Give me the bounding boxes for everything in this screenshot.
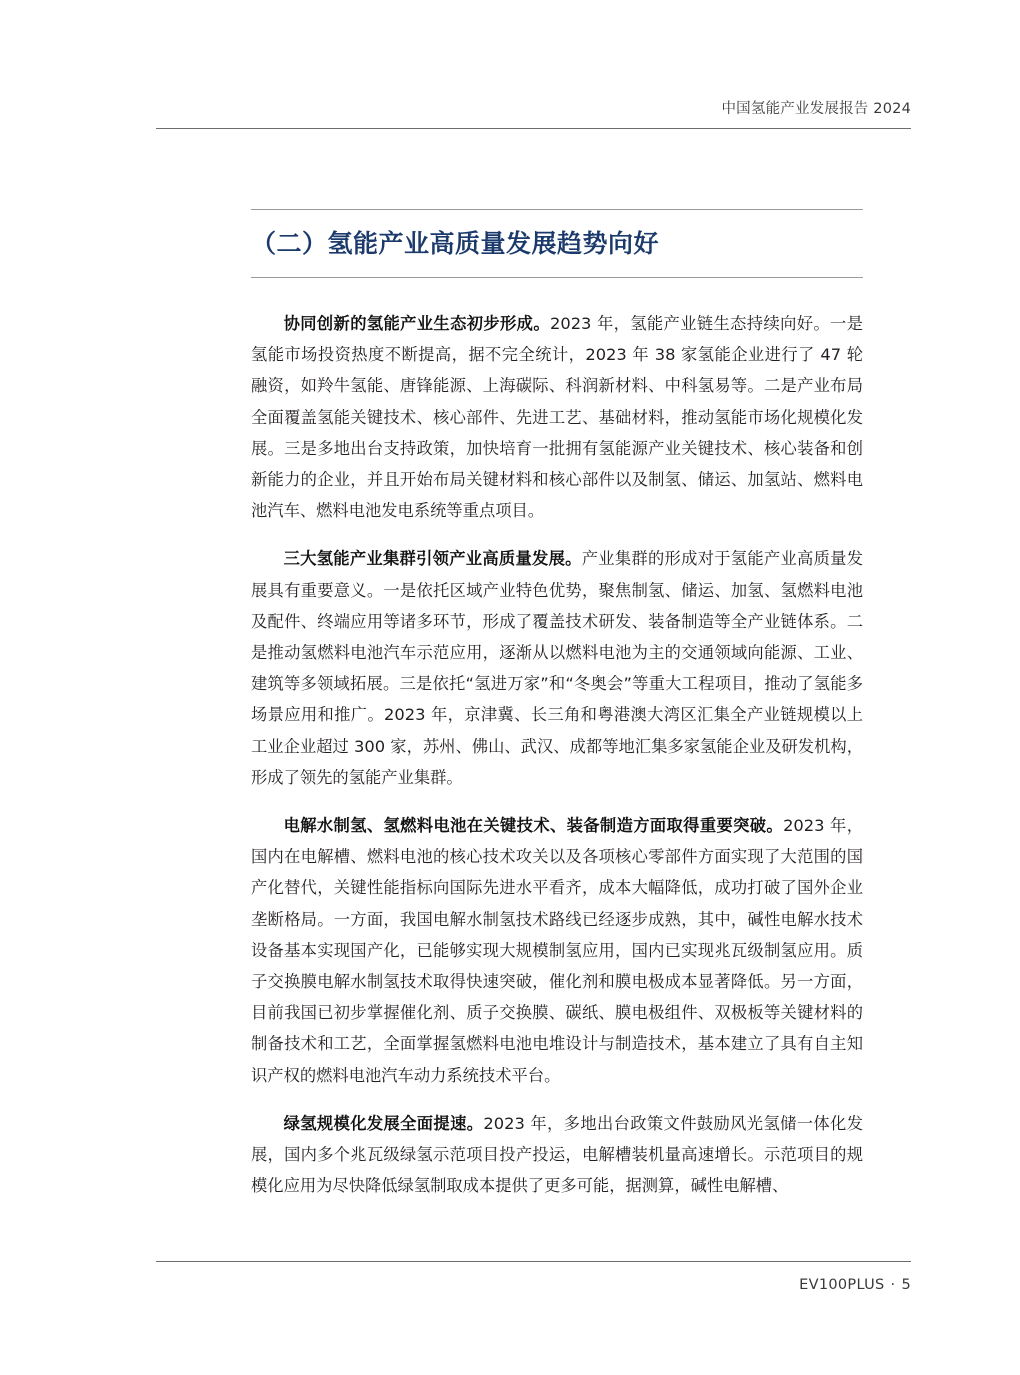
section-title: （二）氢能产业高质量发展趋势向好 [251,229,660,258]
footer-separator: · [890,1277,896,1293]
paragraph-text: 2023 年，氢能产业链生态持续向好。一是氢能市场投资热度不断提高，据不完全统计，2023 年 38 家氢能企业进行了 47 轮融资，如羚牛氢能、唐锋能源、上海碳际、科润新材料、中科氢易等。二是产业布局全面覆盖氢能关键技术、核心部件、先进工艺、基础材料，推动氢能市场化规模化发展。三是多地出台支持政策，加快培育一批拥有氢能源产业关键技术、核心装备和创新能力的企业，并且开始布局关键材料和核心部件以及制氢、储运、加氢站、燃料电池汽车、燃料电池发电系统等重点项目。 [251,314,863,521]
paragraph-lead: 电解水制氢、氢燃料电池在关键技术、装备制造方面取得重要突破。 [283,816,784,836]
paragraph-text: 2023 年，多地出台政策文件鼓励风光氢储一体化发展，国内多个兆瓦级绿氢示范项目投产投运，电解槽装机量高速增长。示范项目的规模化应用为尽快降低绿氢制取成本提供了更多可能，据测算，碱性电解槽、 [251,1113,863,1196]
section-bottom-divider [251,277,863,278]
body-text [251,308,863,1218]
footer-brand: EV100PLUS [799,1277,885,1293]
paragraph-text: 产业集群的形成对于氢能产业高质量发展具有重要意义。一是依托区域产业特色优势，聚焦制氢、储运、加氢、氢燃料电池及配件、终端应用等诸多环节，形成了覆盖技术研发、装备制造等全产业链体系。二是推动氢燃料电池汽车示范应用，逐渐从以燃料电池为主的交通领域向能源、工业、建筑等多领域拓展。三是依托“氢进万家”和“冬奥会”等重大工程项目，推动了氢能多场景应用和推广。2023 年，京津冀、长三角和粤港澳大湾区汇集全产业链规模以上工业企业超过 300 家，苏州、佛山、武汉、成都等地汇集多家氢能企业及研发机构，形成了领先的氢能产业集群。 [251,549,863,787]
paragraph [251,308,863,526]
paragraph-lead: 绿氢规模化发展全面提速。 [283,1113,484,1133]
section-heading-block [251,209,863,278]
paragraph-text: 2023 年，国内在电解槽、燃料电池的核心技术攻关以及各项核心零部件方面实现了大范围的国产化替代，关键性能指标向国际先进水平看齐，成本大幅降低，成功打破了国外企业垄断格局。一方面，我国电解水制氢技术路线已经逐步成熟，其中，碱性电解水技术设备基本实现国产化，已能够实现大规模制氢应用，国内已实现兆瓦级制氢应用。质子交换膜电解水制氢技术取得快速突破，催化剂和膜电极成本显著降低。另一方面，目前我国已初步掌握催化剂、质子交换膜、碳纸、膜电极组件、双极板等关键材料的制备技术和工艺，全面掌握氢燃料电池电堆设计与制造技术，基本建立了具有自主知识产权的燃料电池汽车动力系统技术平台。 [251,816,863,1085]
header-divider [156,128,911,129]
running-header-title: 中国氢能产业发展报告 2024 [721,101,911,117]
paragraph [251,543,863,793]
page-number: 5 [901,1277,911,1293]
paragraph-lead: 协同创新的氢能产业生态初步形成。 [283,314,550,333]
paragraph [251,810,863,1091]
footer-divider [156,1261,911,1262]
page-footer [799,1277,911,1293]
paragraph-lead: 三大氢能产业集群引领产业高质量发展。 [283,549,582,569]
paragraph [251,1108,863,1202]
